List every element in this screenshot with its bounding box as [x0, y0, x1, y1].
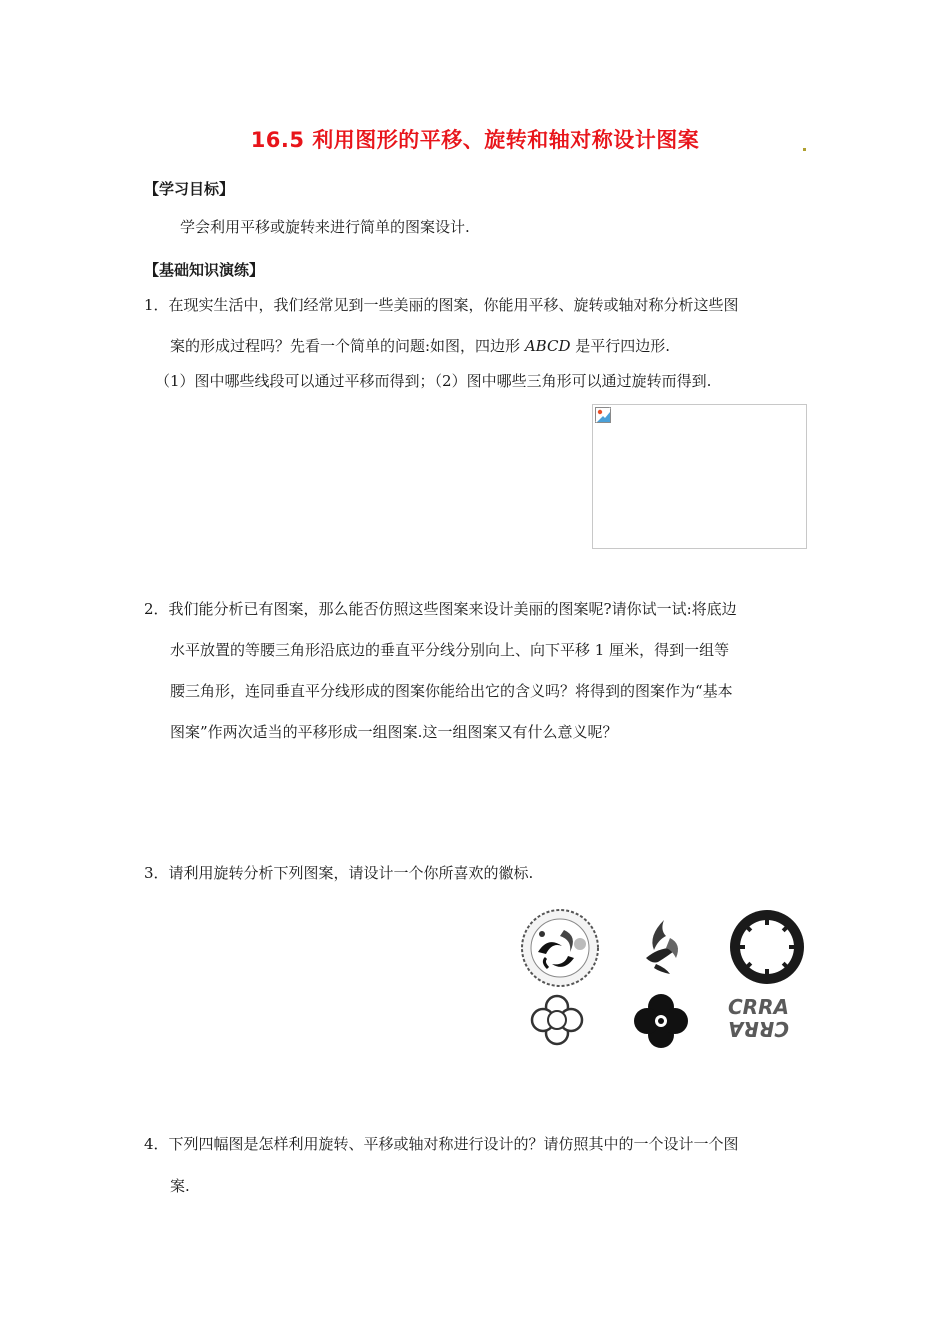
- q3-line1: 3．请利用旋转分析下列图案，请设计一个你所喜欢的徽标.: [144, 864, 534, 882]
- filled-flower-logo: [632, 992, 690, 1050]
- crra-text-top: CRRA: [728, 995, 789, 1019]
- crra-mirrored-logo: [728, 995, 788, 1045]
- section-heading-objectives: 【学习目标】: [144, 180, 235, 198]
- objectives-text: 学会利用平移或旋转来进行简单的图案设计.: [180, 218, 470, 236]
- swirl-emblem-logo: [518, 906, 602, 990]
- parallelogram-figure-placeholder: [592, 404, 807, 549]
- q2-line3: 腰三角形，连同垂直平分线形成的图案你能给出它的含义吗？将得到的图案作为“基本: [170, 682, 733, 700]
- q1-line1: 1．在现实生活中，我们经常见到一些美丽的图案，你能用平移、旋转或轴对称分析这些图: [144, 296, 739, 314]
- stylized-mark-logo: [640, 918, 686, 976]
- gear-circle-logo: [728, 908, 806, 986]
- q1-line2: 案的形成过程吗？先看一个简单的问题:如图，四边形 ABCD 是平行四边形.: [170, 337, 671, 355]
- broken-image-icon: [595, 407, 611, 423]
- section-heading-practice: 【基础知识演练】: [144, 261, 265, 279]
- decorative-dot: [803, 148, 806, 151]
- q2-line2: 水平放置的等腰三角形沿底边的垂直平分线分别向上、向下平移 1 厘米，得到一组等: [170, 641, 730, 659]
- crra-text-bottom: CRRA: [728, 1017, 789, 1041]
- q2-line4: 图案”作两次适当的平移形成一组图案.这一组图案又有什么意义呢？: [170, 723, 618, 741]
- page-title: 16.5 利用图形的平移、旋转和轴对称设计图案: [250, 128, 700, 152]
- q2-line1: 2．我们能分析已有图案，那么能否仿照这些图案来设计美丽的图案呢?请你试一试:将底边: [144, 600, 737, 618]
- q1-line3: （1）图中哪些线段可以通过平移而得到；（2）图中哪些三角形可以通过旋转而得到.: [155, 372, 712, 390]
- q4-line2: 案.: [170, 1177, 190, 1195]
- outline-flower-logo: [528, 993, 586, 1047]
- q4-line1: 4．下列四幅图是怎样利用旋转、平移或轴对称进行设计的？请仿照其中的一个设计一个图: [144, 1135, 739, 1153]
